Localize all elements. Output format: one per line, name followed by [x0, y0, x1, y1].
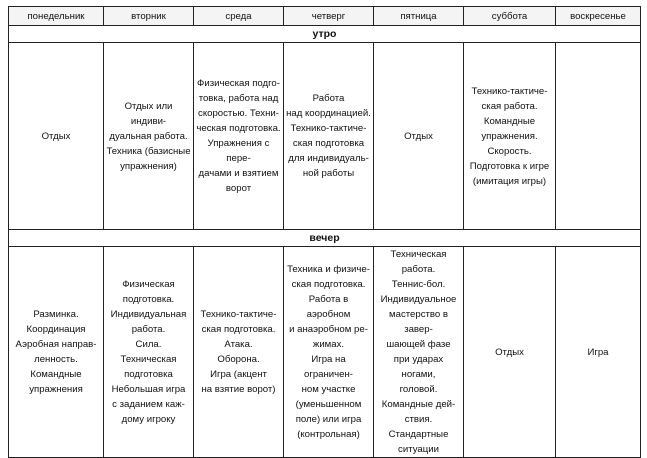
cell-line: ская подготовка.: [201, 324, 276, 335]
cell-line: подготовка: [124, 369, 173, 380]
cell-line: ская работа.: [481, 100, 538, 112]
cell-line: Технико-тактиче-: [471, 85, 548, 97]
evening-cell-saturday: [464, 247, 556, 458]
cell-line: упражнения): [120, 160, 177, 172]
day-header-saturday: суббота: [464, 7, 556, 26]
cell-line: упражнения.: [481, 130, 538, 142]
day-header-wednesday: среда: [194, 7, 284, 26]
cell-line: и анаэробном ре-: [289, 324, 368, 335]
cell-line: Физическая подго-: [197, 78, 280, 89]
cell-line: Отдых: [404, 130, 433, 142]
cell-line: Координация: [26, 324, 86, 335]
cell-line: с заданием каж-: [112, 399, 185, 410]
section-title-evening: вечер: [9, 230, 641, 247]
cell-line: головой.: [399, 384, 438, 395]
cell-line: Командные дей-: [381, 399, 456, 410]
morning-cell-friday: [374, 43, 464, 230]
cell-line: (уменьшенном: [295, 399, 362, 410]
cell-line: дуальная работа.: [109, 130, 188, 142]
cell-line: Сила.: [135, 339, 162, 350]
cell-line: дому игроку: [121, 414, 176, 425]
cell-line: Игра (акцент: [210, 369, 267, 380]
cell-line: Аэробная направ-: [15, 339, 97, 350]
cell-line: Командные: [30, 369, 82, 380]
cell-line: Подготовка к игре: [469, 160, 550, 172]
cell-line: Технико-тактиче-: [290, 123, 367, 134]
evening-cell-friday: [374, 247, 464, 458]
morning-cell-sunday: [556, 43, 641, 230]
header-row: [9, 7, 641, 26]
cell-line: скоростью. Техни-: [198, 108, 279, 119]
cell-line: ленность.: [34, 354, 78, 365]
cell-line: над координацией.: [286, 108, 371, 119]
evening-cell-thursday: [284, 247, 374, 458]
cell-line: Теннис-бол.: [391, 279, 446, 290]
cell-line: на взятие ворот): [201, 384, 276, 395]
cell-line: жимах.: [312, 339, 345, 350]
cell-line: Техника и физиче-: [287, 264, 370, 275]
cell-line: Индивидуальное: [380, 294, 457, 305]
cell-line: Отдых: [41, 130, 71, 142]
morning-cell-tuesday: [104, 43, 194, 230]
cell-line: ствия. Стандартные: [388, 414, 449, 440]
cell-line: Командные: [483, 115, 536, 127]
cell-line: (контрольная): [297, 429, 360, 440]
section-row-morning: [9, 26, 641, 43]
cell-line: Скорость.: [487, 145, 532, 157]
cell-line: работа.: [131, 324, 166, 335]
cell-line: Техническая: [120, 354, 177, 365]
cell-line: Техническая работа.: [390, 249, 447, 275]
cell-line: товка, работа над: [198, 93, 279, 104]
cell-line: Упражнения с пере-: [207, 138, 270, 164]
cell-line: Отдых или индиви-: [124, 100, 173, 127]
cell-line: ская подготовка: [292, 138, 365, 149]
day-header-sunday: воскресенье: [556, 7, 641, 26]
evening-cell-wednesday: [194, 247, 284, 458]
cell-line: Атака.: [224, 339, 253, 350]
day-header-thursday: четверг: [284, 7, 374, 26]
cell-line: ной работы: [302, 168, 355, 179]
training-schedule-table: [8, 6, 641, 458]
section-title-morning: утро: [9, 26, 641, 43]
cell-line: Индивидуальная: [110, 309, 187, 320]
cell-line: упражнения: [29, 384, 83, 395]
cell-line: Отдых: [495, 346, 524, 358]
cell-line: Оборона.: [217, 354, 260, 365]
morning-cell-saturday: [464, 43, 556, 230]
cell-line: Игра на ограничен-: [304, 354, 353, 380]
cell-line: (имитация игры): [472, 175, 547, 187]
section-row-evening: [9, 230, 641, 247]
evening-cell-monday: [9, 247, 104, 458]
cell-line: Физическая: [122, 279, 175, 290]
cell-line: поле) или игра: [295, 414, 362, 425]
cell-line: Игра: [587, 346, 609, 358]
morning-cell-monday: [9, 43, 104, 230]
evening-row: [9, 247, 641, 458]
cell-line: при ударах ногами,: [393, 354, 444, 380]
cell-line: мастерство в завер-: [389, 309, 448, 335]
cell-line: шающей фазе: [386, 339, 451, 350]
morning-row: [9, 43, 641, 230]
cell-line: ном участке: [301, 384, 356, 395]
morning-cell-wednesday: [194, 43, 284, 230]
evening-cell-sunday: [556, 247, 641, 458]
cell-line: Разминка.: [33, 309, 79, 320]
cell-line: дачами и взятием: [198, 168, 279, 179]
cell-line: подготовка.: [122, 294, 175, 305]
morning-cell-thursday: [284, 43, 374, 230]
cell-line: Работа в аэробном: [306, 294, 351, 320]
cell-line: ческая подготовка.: [196, 123, 281, 134]
day-header-friday: пятница: [374, 7, 464, 26]
cell-line: для индивидуаль-: [288, 153, 369, 164]
day-header-monday: понедельник: [9, 7, 104, 26]
evening-cell-tuesday: [104, 247, 194, 458]
cell-line: Техника (базисные: [106, 145, 191, 157]
cell-line: Технико-тактиче-: [200, 309, 277, 320]
cell-line: ворот: [225, 183, 252, 194]
cell-line: Небольшая игра: [111, 384, 186, 395]
cell-line: ская подготовка.: [291, 279, 366, 290]
day-header-tuesday: вторник: [104, 7, 194, 26]
cell-line: Работа: [312, 93, 345, 104]
cell-line: ситуации: [398, 444, 439, 455]
